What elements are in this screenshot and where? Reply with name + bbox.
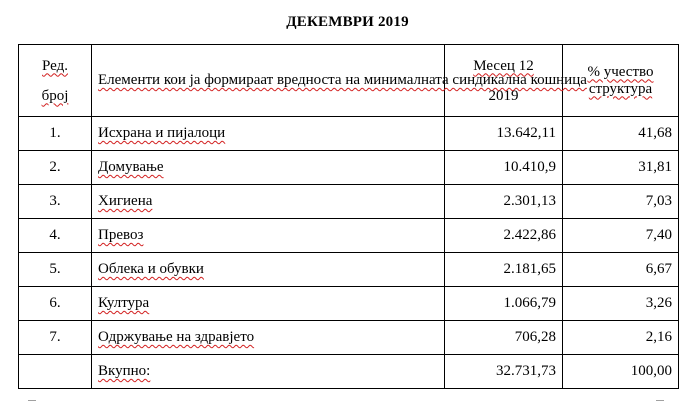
- row-name-text: Превоз: [98, 227, 144, 243]
- row-pct: 7,03: [563, 185, 679, 219]
- row-number: 3.: [19, 185, 92, 219]
- total-label: [92, 355, 445, 389]
- total-row: [19, 355, 679, 389]
- row-name-text: Исхрана и пијалоци: [98, 125, 226, 141]
- row-pct: 3,26: [563, 287, 679, 321]
- table-row: [19, 185, 679, 219]
- row-pct: 7,40: [563, 219, 679, 253]
- row-number: 6.: [19, 287, 92, 321]
- header-name-text: Елементи кои ја формираат вредноста на минималната синдикална кошница: [98, 72, 587, 88]
- row-name-text: Хигиена: [98, 193, 153, 209]
- row-name: [92, 185, 445, 219]
- header-value-line2: 2019: [488, 87, 519, 104]
- page-corner-mark-left: [28, 400, 36, 409]
- total-pct: 100,00: [563, 355, 679, 389]
- table-row: [19, 287, 679, 321]
- header-num-line2: број: [41, 87, 69, 104]
- row-value: 2.301,13: [445, 185, 563, 219]
- total-value: 32.731,73: [445, 355, 563, 389]
- row-number: 5.: [19, 253, 92, 287]
- row-pct: 31,81: [563, 151, 679, 185]
- row-number: 4.: [19, 219, 92, 253]
- row-name: [92, 151, 445, 185]
- row-pct: 6,67: [563, 253, 679, 287]
- basket-table: [18, 44, 679, 389]
- row-name: [92, 117, 445, 151]
- row-name: [92, 287, 445, 321]
- row-name: [92, 219, 445, 253]
- header-num-line1: Ред.: [42, 57, 68, 74]
- row-value: 10.410,9: [445, 151, 563, 185]
- header-value-line1: Месец 12: [473, 57, 534, 74]
- row-value: 1.066,79: [445, 287, 563, 321]
- row-name-text: Култура: [98, 295, 150, 311]
- row-value: 2.181,65: [445, 253, 563, 287]
- document-title: ДЕКЕМВРИ 2019: [286, 14, 409, 30]
- page-corner-mark-right: [656, 400, 664, 409]
- total-label-text: Вкупно:: [98, 363, 151, 379]
- total-number-cell: [19, 355, 92, 389]
- header-pct-line2: структура: [588, 80, 653, 97]
- row-name: [92, 253, 445, 287]
- row-number: 2.: [19, 151, 92, 185]
- row-number: 7.: [19, 321, 92, 355]
- row-name-text: Домување: [98, 159, 164, 175]
- header-row-number: [19, 45, 92, 117]
- table-row: [19, 321, 679, 355]
- table-row: [19, 253, 679, 287]
- table-row: [19, 151, 679, 185]
- table-header-row: [19, 45, 679, 117]
- row-number: 1.: [19, 117, 92, 151]
- row-pct: 41,68: [563, 117, 679, 151]
- row-name-text: Облека и обувки: [98, 261, 204, 277]
- table-row: [19, 219, 679, 253]
- row-value: 2.422,86: [445, 219, 563, 253]
- row-name-text: Одржување на здравјето: [98, 329, 255, 345]
- row-value: 706,28: [445, 321, 563, 355]
- header-pct-line1: % учество: [587, 63, 654, 80]
- row-name: [92, 321, 445, 355]
- table-row: [19, 117, 679, 151]
- row-pct: 2,16: [563, 321, 679, 355]
- row-value: 13.642,11: [445, 117, 563, 151]
